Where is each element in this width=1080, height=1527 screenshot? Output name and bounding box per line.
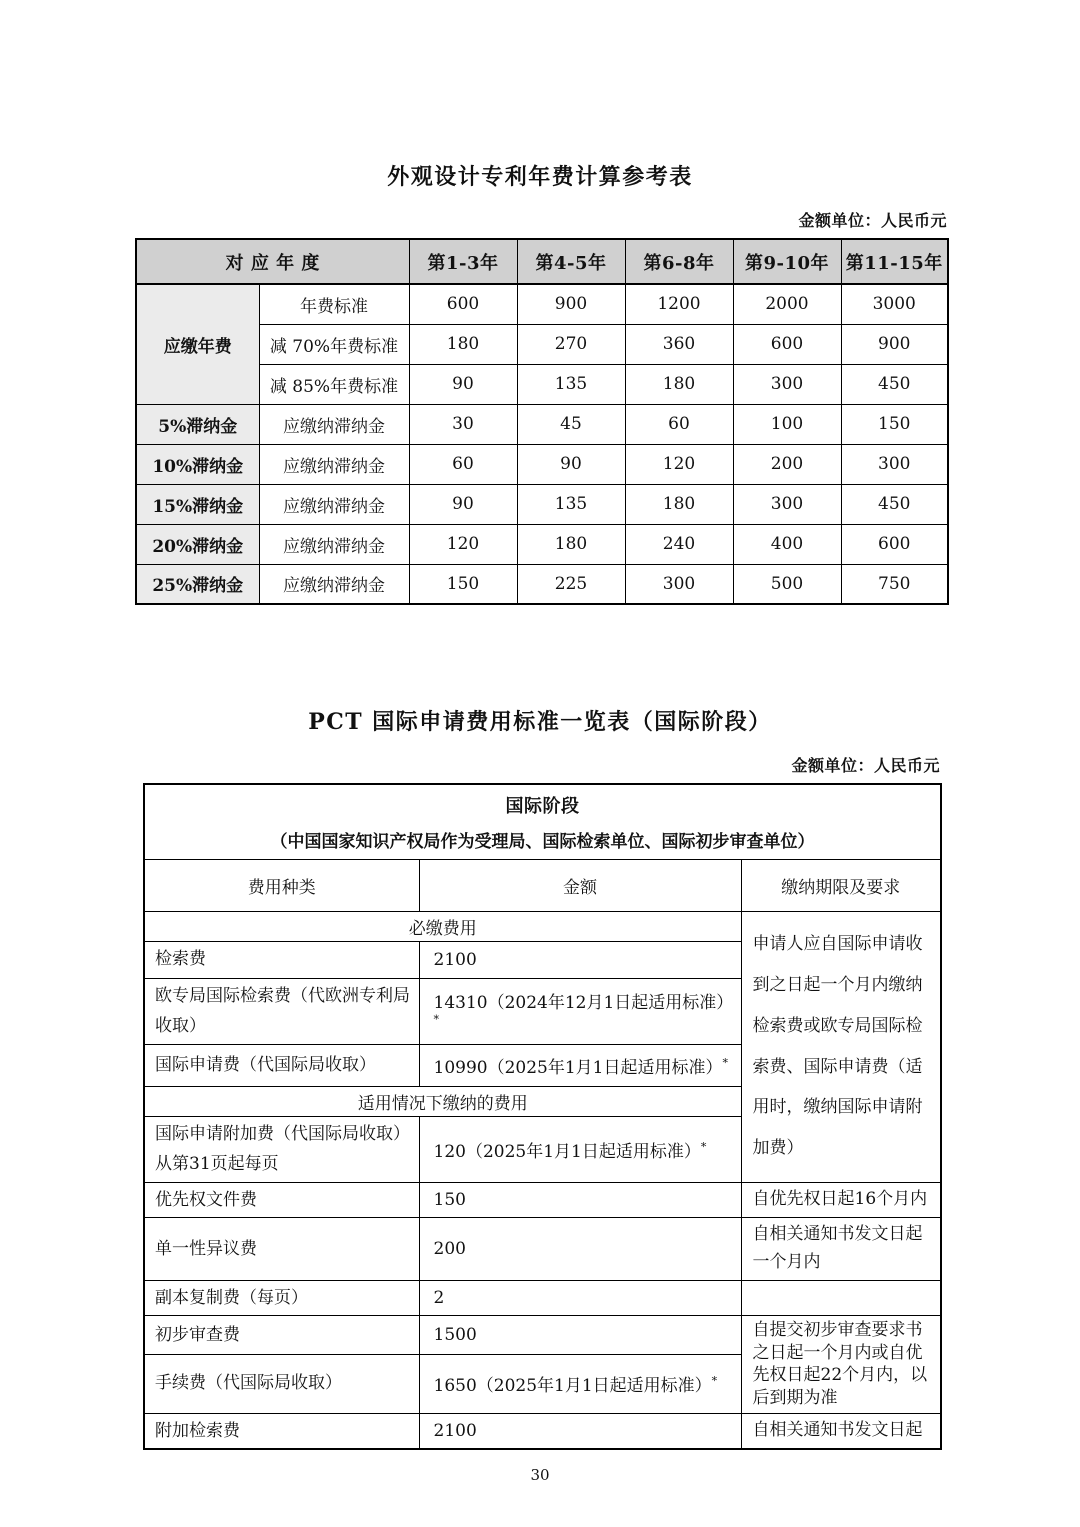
t2-deadline-cell: 申请人应自国际申请收到之日起一个月内缴纳检索费或欧专局国际检索费、国际申请费（适用时，缴纳国际申请附加费） [741, 911, 941, 1182]
t1-header-row [136, 239, 948, 284]
t2-section-row [144, 911, 941, 941]
t1-value-cell: 450 [841, 484, 948, 524]
t2-amount-cell: 2100 [419, 941, 741, 978]
t1-value-cell: 2000 [733, 284, 841, 324]
t1-value-cell: 1200 [625, 284, 733, 324]
t2-amount-cell: 150 [419, 1182, 741, 1218]
footnote-asterisk: * [700, 1140, 707, 1154]
t1-value-cell: 400 [733, 524, 841, 564]
amount-text: 10990（2025年1月1日起适用标准） [433, 1057, 723, 1078]
t1-subcategory-cell: 减 70%年费标准 [259, 324, 409, 364]
table-row [136, 484, 948, 524]
t1-value-cell: 180 [625, 364, 733, 404]
table-row [144, 1280, 941, 1316]
t1-value-cell: 180 [625, 484, 733, 524]
pct-international-fee-table [143, 783, 942, 1450]
footnote-asterisk: * [711, 1374, 718, 1388]
t1-value-cell: 180 [409, 324, 517, 364]
t2-amount-cell [419, 1354, 741, 1413]
table-row [144, 1413, 941, 1449]
t2-fee-label-cell: 国际申请附加费（代国际局收取）从第31页起每页 [144, 1116, 419, 1182]
t2-col-header-amount: 金额 [419, 859, 741, 911]
table-row [136, 444, 948, 484]
t2-amount-cell: 2 [419, 1280, 741, 1316]
t1-subcategory-cell: 应缴纳滞纳金 [259, 444, 409, 484]
t1-value-cell: 240 [625, 524, 733, 564]
t1-value-cell: 120 [625, 444, 733, 484]
t2-amount-cell: 200 [419, 1218, 741, 1280]
t1-subcategory-cell: 应缴纳滞纳金 [259, 564, 409, 604]
table2-unit-note: 金额单位：人民币元 [791, 756, 940, 775]
table-row [144, 1218, 941, 1280]
t1-subcategory-cell: 年费标准 [259, 284, 409, 324]
t1-value-cell: 90 [517, 444, 625, 484]
t1-subcategory-cell: 应缴纳滞纳金 [259, 524, 409, 564]
t2-stage-header-cell [144, 784, 941, 859]
t1-header-year-col: 第4-5年 [517, 239, 625, 284]
table2-title: PCT 国际申请费用标准一览表（国际阶段） [308, 709, 772, 735]
t1-value-cell: 450 [841, 364, 948, 404]
t1-value-cell: 300 [841, 444, 948, 484]
t2-amount-cell [419, 978, 741, 1044]
t2-fee-label-cell: 国际申请费（代国际局收取） [144, 1044, 419, 1086]
table-row [136, 524, 948, 564]
t1-value-cell: 600 [841, 524, 948, 564]
t1-header-year-col: 第6-8年 [625, 239, 733, 284]
t1-value-cell: 300 [733, 364, 841, 404]
t2-deadline-cell: 自相关通知书发文日起 [741, 1413, 941, 1449]
t1-value-cell: 45 [517, 404, 625, 444]
table-row [144, 1316, 941, 1355]
t2-section-required: 必缴费用 [144, 911, 741, 941]
table-row [144, 1182, 941, 1218]
amount-text: 120（2025年1月1日起适用标准） [433, 1141, 701, 1162]
t1-value-cell: 600 [733, 324, 841, 364]
t2-amount-cell [419, 1116, 741, 1182]
table1-unit-note: 金额单位：人民币元 [798, 211, 947, 230]
t2-stage-header-row [144, 784, 941, 859]
t1-value-cell: 135 [517, 484, 625, 524]
t1-value-cell: 150 [841, 404, 948, 444]
footnote-asterisk: * [722, 1056, 728, 1070]
t1-value-cell: 300 [625, 564, 733, 604]
t1-value-cell: 900 [841, 324, 948, 364]
t1-value-cell: 150 [409, 564, 517, 604]
t2-deadline-cell: 自提交初步审查要求书之日起一个月内或自优先权日起22个月内，以后到期为准 [741, 1316, 941, 1413]
t1-value-cell: 60 [625, 404, 733, 444]
t1-value-cell: 90 [409, 484, 517, 524]
amount-text: 14310（2024年12月1日起适用标准） [433, 992, 734, 1013]
t1-value-cell: 90 [409, 364, 517, 404]
t1-category-cell: 15%滞纳金 [136, 484, 259, 524]
t1-value-cell: 900 [517, 284, 625, 324]
t2-section-conditional: 适用情况下缴纳的费用 [144, 1086, 741, 1116]
t1-header-year-col: 第1-3年 [409, 239, 517, 284]
t2-stage-title: 国际阶段 [505, 795, 580, 817]
t1-value-cell: 60 [409, 444, 517, 484]
t1-value-cell: 500 [733, 564, 841, 604]
t2-column-header-row [144, 859, 941, 911]
t1-value-cell: 270 [517, 324, 625, 364]
t1-value-cell: 200 [733, 444, 841, 484]
t2-deadline-cell [741, 1280, 941, 1316]
t1-value-cell: 360 [625, 324, 733, 364]
t1-value-cell: 600 [409, 284, 517, 324]
t1-header-year-col: 第9-10年 [733, 239, 841, 284]
t1-category-cell: 25%滞纳金 [136, 564, 259, 604]
t2-fee-label-cell: 优先权文件费 [144, 1182, 419, 1218]
amount-text: 1650（2025年1月1日起适用标准） [433, 1376, 712, 1397]
design-patent-annual-fee-table [135, 238, 949, 605]
t2-col-header-deadline: 缴纳期限及要求 [741, 859, 941, 911]
t1-value-cell: 30 [409, 404, 517, 444]
table-row [136, 284, 948, 324]
t1-header-years-label: 对 应 年 度 [136, 239, 409, 284]
t2-fee-label-cell: 手续费（代国际局收取） [144, 1354, 419, 1413]
t1-value-cell: 3000 [841, 284, 948, 324]
footnote-asterisk: * [433, 1012, 439, 1026]
t1-category-cell: 20%滞纳金 [136, 524, 259, 564]
table-row [136, 404, 948, 444]
t1-category-cell: 应缴年费 [136, 284, 259, 404]
t2-amount-cell: 1500 [419, 1316, 741, 1355]
t1-header-year-col: 第11-15年 [841, 239, 948, 284]
t2-deadline-cell: 自相关通知书发文日起一个月内 [741, 1218, 941, 1280]
t1-value-cell: 225 [517, 564, 625, 604]
t1-value-cell: 300 [733, 484, 841, 524]
t1-value-cell: 135 [517, 364, 625, 404]
t2-stage-subtitle: （中国国家知识产权局作为受理局、国际检索单位、国际初步审查单位） [270, 831, 815, 852]
page-number: 30 [530, 1466, 550, 1485]
t2-fee-label-cell: 副本复制费（每页） [144, 1280, 419, 1316]
t1-subcategory-cell: 应缴纳滞纳金 [259, 484, 409, 524]
t1-value-cell: 180 [517, 524, 625, 564]
table1-title: 外观设计专利年费计算参考表 [387, 164, 693, 190]
table-row [136, 564, 948, 604]
t1-value-cell: 120 [409, 524, 517, 564]
t2-fee-label-cell: 附加检索费 [144, 1413, 419, 1449]
t2-fee-label-cell: 欧专局国际检索费（代欧洲专利局收取） [144, 978, 419, 1044]
t1-category-cell: 5%滞纳金 [136, 404, 259, 444]
t2-amount-cell [419, 1044, 741, 1086]
t2-amount-cell: 2100 [419, 1413, 741, 1449]
t1-subcategory-cell: 应缴纳滞纳金 [259, 404, 409, 444]
t2-fee-label-cell: 初步审查费 [144, 1316, 419, 1355]
t1-value-cell: 750 [841, 564, 948, 604]
t2-col-header-fee-type: 费用种类 [144, 859, 419, 911]
t1-subcategory-cell: 减 85%年费标准 [259, 364, 409, 404]
t2-deadline-cell: 自优先权日起16个月内 [741, 1182, 941, 1218]
t2-fee-label-cell: 检索费 [144, 941, 419, 978]
t1-category-cell: 10%滞纳金 [136, 444, 259, 484]
t2-fee-label-cell: 单一性异议费 [144, 1218, 419, 1280]
t1-value-cell: 100 [733, 404, 841, 444]
